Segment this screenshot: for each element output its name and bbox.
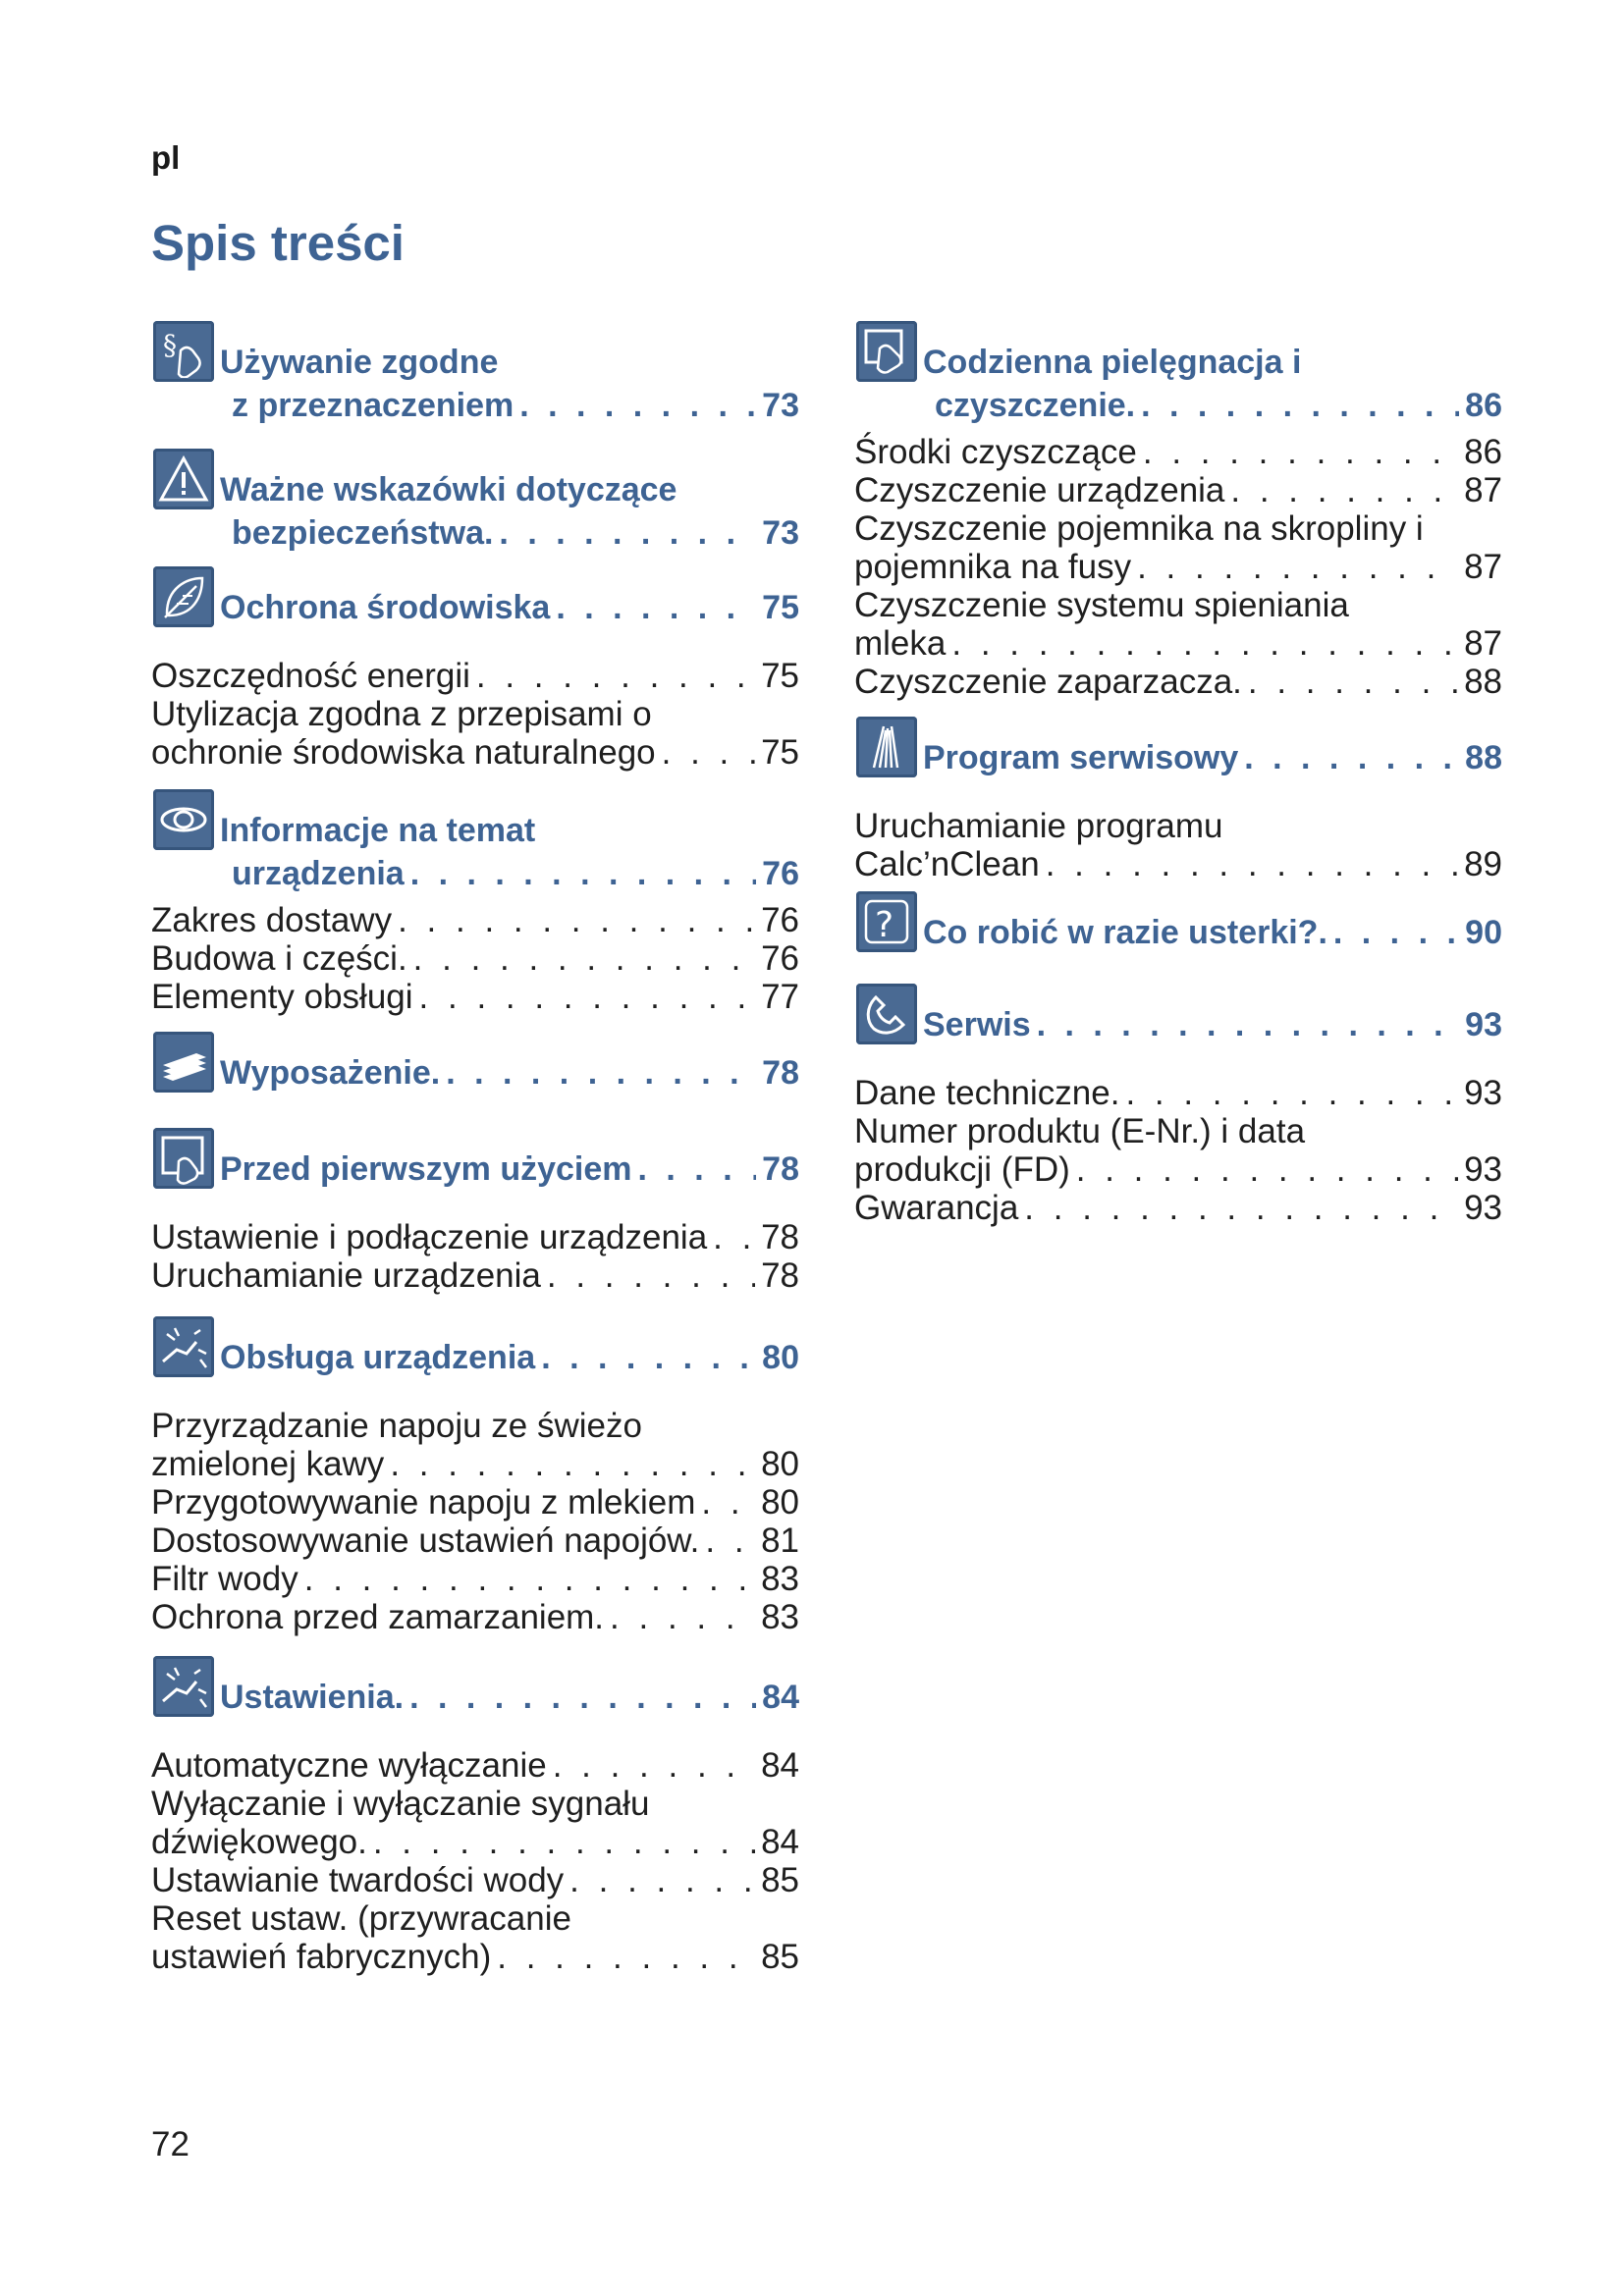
toc-entry[interactable] <box>151 1483 799 1522</box>
entry-text: mleka <box>854 624 947 663</box>
section-page-number: 80 <box>762 1339 799 1376</box>
settings-hand-icon <box>153 1656 214 1717</box>
leader-dots <box>419 978 756 1016</box>
entry-page-number: 83 <box>761 1598 799 1636</box>
entry-text: Automatyczne wyłączanie <box>151 1746 547 1785</box>
entry-text: Reset ustaw. (przywracanie <box>151 1899 571 1938</box>
entry-text: Filtr wody <box>151 1560 298 1598</box>
entry-page-number: 87 <box>1464 548 1502 586</box>
leader-dots <box>662 733 755 772</box>
toc-section <box>151 1654 799 1976</box>
toc-entry[interactable] <box>151 1218 799 1256</box>
leader-dots <box>373 1823 755 1861</box>
section-page-number: 76 <box>762 855 799 892</box>
leaf-icon <box>153 566 214 627</box>
section-title: Przed pierwszym użyciem <box>220 1150 632 1188</box>
entry-text: Czyszczenie zaparzacza. <box>854 663 1242 701</box>
entry-page-number: 75 <box>761 657 799 695</box>
section-heading[interactable] <box>151 564 799 651</box>
entry-page-number: 80 <box>761 1445 799 1483</box>
section-title: Serwis <box>923 1006 1031 1043</box>
toc-section <box>854 982 1502 1227</box>
toc-section <box>151 319 799 427</box>
toc-entry[interactable] <box>151 901 799 939</box>
leader-dots <box>409 1676 756 1719</box>
toc-entry[interactable] <box>151 1256 799 1295</box>
section-page-number: 86 <box>1465 387 1502 424</box>
toc-entry[interactable] <box>151 1407 799 1483</box>
entry-text: Dostosowywanie ustawień napojów. <box>151 1522 700 1560</box>
accessories-icon <box>153 1032 214 1093</box>
service-program-icon <box>856 717 917 777</box>
leader-dots <box>1125 1074 1458 1112</box>
toc-section <box>151 564 799 772</box>
section-title: urządzenia <box>232 855 405 892</box>
section-heading[interactable] <box>151 1126 799 1212</box>
toc-section <box>151 447 799 555</box>
toc-right-column <box>854 319 1502 1227</box>
section-heading[interactable] <box>854 982 1502 1068</box>
entry-text: Calc’nClean <box>854 845 1040 883</box>
entry-text: Budowa i części. <box>151 939 407 978</box>
leader-dots <box>569 1861 755 1899</box>
leader-dots <box>413 939 755 978</box>
entry-page-number: 85 <box>761 1861 799 1899</box>
entry-text: produkcji (FD) <box>854 1150 1070 1189</box>
entry-page-number: 78 <box>761 1218 799 1256</box>
section-heading[interactable] <box>151 447 799 555</box>
section-title: Wyposażenie. <box>220 1054 441 1092</box>
entry-page-number: 93 <box>1464 1150 1502 1189</box>
toc-entry[interactable] <box>854 1112 1502 1189</box>
entry-page-number: 76 <box>761 901 799 939</box>
section-page-number: 93 <box>1465 1006 1502 1043</box>
paragraph-hand-icon <box>153 321 214 382</box>
leader-dots <box>1244 736 1459 779</box>
leader-dots <box>1046 845 1458 883</box>
toc-entry[interactable] <box>854 807 1502 883</box>
toc-entry[interactable] <box>151 1598 799 1636</box>
toc-entry[interactable] <box>151 1785 799 1861</box>
section-heading[interactable] <box>854 889 1502 976</box>
leader-dots <box>1141 384 1459 427</box>
section-heading[interactable] <box>151 1030 799 1116</box>
toc-entry[interactable] <box>854 1189 1502 1227</box>
toc-entry[interactable] <box>151 939 799 978</box>
language-code: pl <box>151 139 181 176</box>
entry-text: Czyszczenie pojemnika na skropliny i <box>854 509 1424 548</box>
entry-text: Utylizacja zgodna z przepisami o <box>151 695 652 733</box>
section-heading[interactable] <box>151 319 799 427</box>
section-title: Ustawienia. <box>220 1679 405 1716</box>
leader-dots <box>497 1938 755 1976</box>
entry-page-number: 84 <box>761 1823 799 1861</box>
section-page-number: 90 <box>1465 914 1502 951</box>
leader-dots <box>476 657 755 695</box>
toc-entry[interactable] <box>854 433 1502 471</box>
entry-page-number: 87 <box>1464 471 1502 509</box>
leader-dots <box>1037 1003 1460 1046</box>
entry-page-number: 84 <box>761 1746 799 1785</box>
entry-text: Ustawienie i podłączenie urządzenia <box>151 1218 708 1256</box>
entry-text: Numer produktu (E-Nr.) i data <box>854 1112 1306 1150</box>
entry-text: Dane techniczne. <box>854 1074 1120 1112</box>
entry-page-number: 88 <box>1464 663 1502 701</box>
leader-dots <box>446 1051 756 1095</box>
entry-text: Uruchamianie urządzenia <box>151 1256 541 1295</box>
leader-dots <box>1333 911 1459 954</box>
section-title: Ochrona środowiska <box>220 589 551 626</box>
section-title: Obsługa urządzenia <box>220 1339 536 1376</box>
entry-page-number: 93 <box>1464 1189 1502 1227</box>
svg-text:§: § <box>163 329 177 361</box>
entry-page-number: 85 <box>761 1938 799 1976</box>
entry-page-number: 93 <box>1464 1074 1502 1112</box>
toc-section <box>151 1030 799 1116</box>
entry-text: Zakres dostawy <box>151 901 393 939</box>
leader-dots <box>705 1522 755 1560</box>
toc-entry[interactable] <box>151 1522 799 1560</box>
entry-page-number: 81 <box>761 1522 799 1560</box>
leader-dots <box>1024 1189 1458 1227</box>
entry-text: Gwarancja <box>854 1189 1019 1227</box>
entry-page-number: 83 <box>761 1560 799 1598</box>
tablet-hand-icon <box>153 1128 214 1189</box>
leader-dots <box>410 852 756 895</box>
toc-entry[interactable] <box>151 695 799 772</box>
section-title: czyszczenie. <box>935 387 1136 424</box>
toc-entry[interactable] <box>151 1861 799 1899</box>
toc-section <box>151 1314 799 1636</box>
toc-section <box>151 1126 799 1295</box>
page-title: Spis treści <box>151 215 405 271</box>
toc-entry[interactable] <box>151 1899 799 1976</box>
page-number: 72 <box>151 2125 189 2163</box>
operation-hand-icon <box>153 1316 214 1377</box>
entry-text: Wyłączanie i wyłączanie sygnału <box>151 1785 650 1823</box>
toc-section <box>854 889 1502 976</box>
toc-entry[interactable] <box>854 663 1502 701</box>
entry-text: Środki czyszczące <box>854 433 1137 471</box>
entry-text: Czyszczenie urządzenia <box>854 471 1225 509</box>
entry-text: Uruchamianie programu <box>854 807 1223 845</box>
entry-text: ustawień fabrycznych) <box>151 1938 492 1976</box>
leader-dots <box>610 1598 755 1636</box>
entry-text: Przygotowywanie napoju z mlekiem <box>151 1483 696 1522</box>
entry-page-number: 87 <box>1464 624 1502 663</box>
leader-dots <box>1230 471 1458 509</box>
leader-dots <box>398 901 755 939</box>
cleaning-hand-icon <box>856 321 917 382</box>
leader-dots <box>1248 663 1458 701</box>
entry-text: Oszczędność energii <box>151 657 470 695</box>
toc-entry[interactable] <box>854 509 1502 586</box>
phone-icon <box>856 984 917 1044</box>
toc-section <box>854 715 1502 883</box>
leader-dots <box>541 1336 756 1379</box>
entry-text: Czyszczenie systemu spieniania <box>854 586 1349 624</box>
section-title: Używanie zgodne <box>220 344 499 381</box>
leader-dots <box>1076 1150 1458 1189</box>
entry-text: Ochrona przed zamarzaniem. <box>151 1598 605 1636</box>
entry-page-number: 89 <box>1464 845 1502 883</box>
leader-dots <box>499 511 756 555</box>
leader-dots <box>556 586 756 629</box>
section-title: Codzienna pielęgnacja i <box>923 344 1302 381</box>
leader-dots <box>304 1560 755 1598</box>
entry-text: dźwiękowego. <box>151 1823 367 1861</box>
entry-text: Przyrządzanie napoju ze świeżo <box>151 1407 642 1445</box>
entry-page-number: 78 <box>761 1256 799 1295</box>
leader-dots <box>553 1746 755 1785</box>
toc-entry[interactable] <box>854 1074 1502 1112</box>
section-page-number: 88 <box>1465 739 1502 776</box>
entry-page-number: 76 <box>761 939 799 978</box>
eye-icon <box>153 789 214 850</box>
svg-text:?: ? <box>875 905 894 945</box>
section-title: Ważne wskazówki dotyczące <box>220 471 677 508</box>
section-title: Program serwisowy <box>923 739 1239 776</box>
entry-text: pojemnika na fusy <box>854 548 1132 586</box>
section-page-number: 73 <box>762 387 799 424</box>
toc-section <box>151 787 799 1016</box>
toc-entry[interactable] <box>151 1746 799 1785</box>
entry-page-number: 80 <box>761 1483 799 1522</box>
section-page-number: 78 <box>762 1150 799 1188</box>
entry-page-number: 75 <box>761 733 799 772</box>
leader-dots <box>701 1483 755 1522</box>
entry-text: Elementy obsługi <box>151 978 413 1016</box>
toc-section <box>854 319 1502 701</box>
leader-dots <box>390 1445 755 1483</box>
toc-left-column <box>151 319 799 1976</box>
entry-text: ochronie środowiska naturalnego <box>151 733 656 772</box>
toc-entry[interactable] <box>151 657 799 695</box>
toc-entry[interactable] <box>854 471 1502 509</box>
section-title: z przeznaczeniem <box>232 387 514 424</box>
toc-entry[interactable] <box>151 1560 799 1598</box>
section-heading[interactable] <box>854 319 1502 427</box>
warning-triangle-icon <box>153 449 214 509</box>
entry-text: zmielonej kawy <box>151 1445 385 1483</box>
section-title: Informacje na temat <box>220 812 536 849</box>
entry-text: Ustawianie twardości wody <box>151 1861 565 1899</box>
leader-dots <box>547 1256 755 1295</box>
leader-dots <box>951 624 1458 663</box>
leader-dots <box>1143 433 1458 471</box>
section-heading[interactable] <box>151 1314 799 1401</box>
section-page-number: 78 <box>762 1054 799 1092</box>
toc-entry[interactable] <box>151 978 799 1016</box>
section-page-number: 84 <box>762 1679 799 1716</box>
section-page-number: 73 <box>762 514 799 552</box>
entry-page-number: 77 <box>761 978 799 1016</box>
leader-dots <box>1137 548 1458 586</box>
section-heading[interactable] <box>151 1654 799 1740</box>
section-title: bezpieczeństwa. <box>232 514 494 552</box>
question-icon <box>856 891 917 952</box>
section-heading[interactable] <box>151 787 799 895</box>
leader-dots <box>638 1148 757 1191</box>
entry-page-number: 86 <box>1464 433 1502 471</box>
leader-dots <box>713 1218 755 1256</box>
section-heading[interactable] <box>854 715 1502 801</box>
leader-dots <box>519 384 756 427</box>
section-page-number: 75 <box>762 589 799 626</box>
toc-entry[interactable] <box>854 586 1502 663</box>
section-title: Co robić w razie usterki?. <box>923 914 1327 951</box>
